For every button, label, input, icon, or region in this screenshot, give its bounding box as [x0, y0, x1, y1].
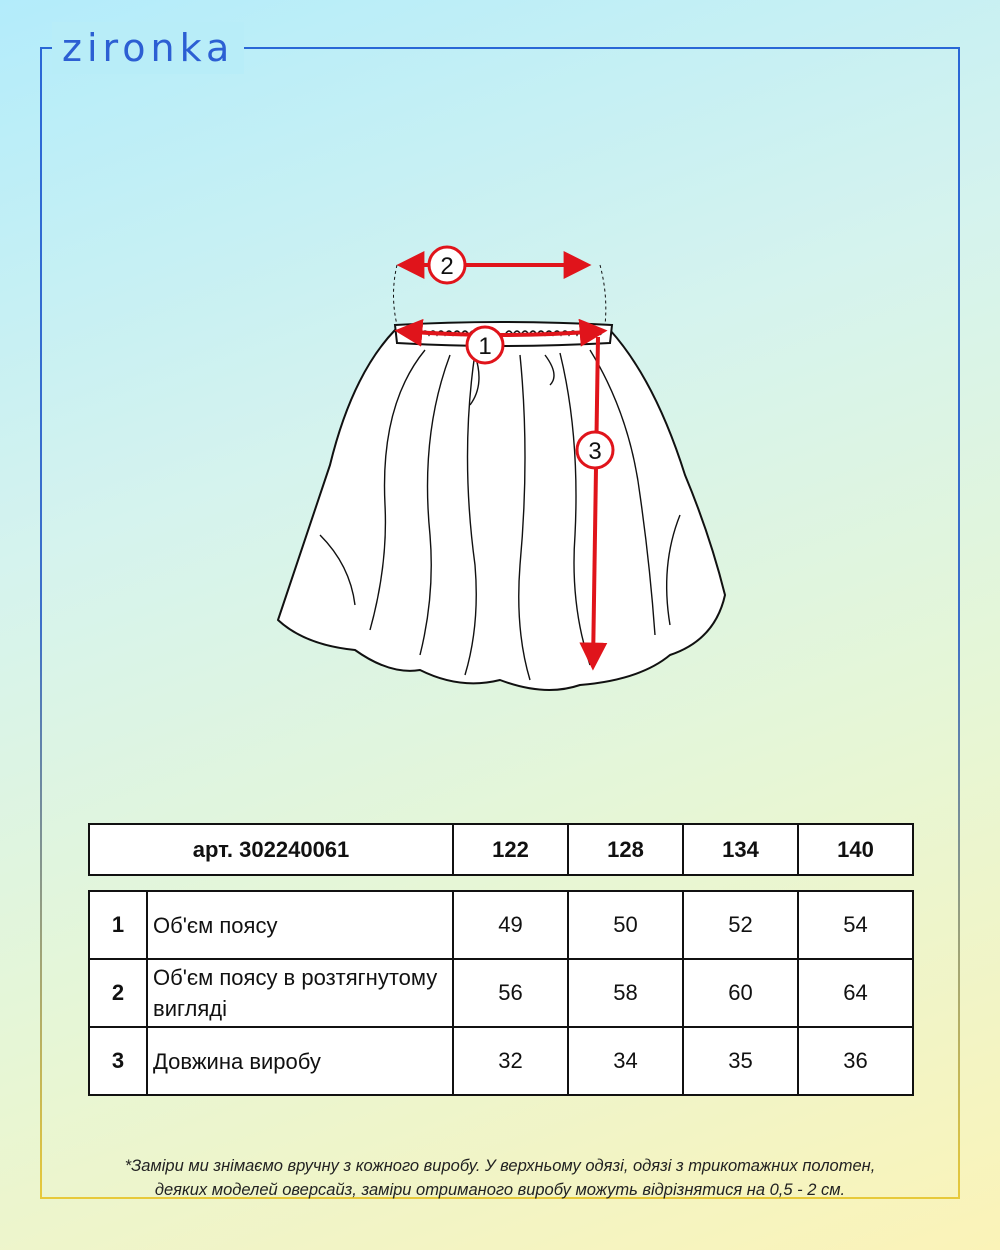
value-cell: 52: [683, 891, 798, 959]
size-122: 122: [453, 824, 568, 875]
value-cell: 36: [798, 1027, 913, 1095]
brand-logo: zironka: [52, 22, 244, 74]
size-header-table: [88, 823, 914, 876]
table-row: [89, 959, 913, 1027]
table-row: [89, 1027, 913, 1095]
marker-1-label: 1: [478, 333, 492, 360]
skirt-outline: [278, 330, 725, 690]
value-cell: 49: [453, 891, 568, 959]
marker-2-label: 2: [440, 253, 454, 280]
marker-3: [577, 432, 613, 468]
size-140: 140: [798, 824, 913, 875]
size-134: 134: [683, 824, 798, 875]
value-cell: 58: [568, 959, 683, 1027]
measure-2-guides: [394, 265, 606, 325]
row-number: 2: [89, 959, 147, 1027]
measurements-table: [88, 890, 914, 1096]
value-cell: 50: [568, 891, 683, 959]
value-cell: 35: [683, 1027, 798, 1095]
skirt-measurement-diagram: [260, 235, 740, 705]
value-cell: 60: [683, 959, 798, 1027]
value-cell: 54: [798, 891, 913, 959]
size-128: 128: [568, 824, 683, 875]
marker-3-label: 3: [588, 438, 602, 465]
size-header-row: [89, 824, 913, 875]
value-cell: 56: [453, 959, 568, 1027]
marker-1: [467, 327, 503, 363]
measurement-footnote: [50, 1154, 950, 1202]
marker-2: [429, 247, 465, 283]
article-number: арт. 302240061: [89, 824, 453, 875]
footnote-line-1: *Заміри ми знімаємо вручну з кожного виробу. У верхньому одязі, одязі з трикотажних полотен,: [124, 1157, 876, 1175]
table-row: [89, 891, 913, 959]
row-number: 1: [89, 891, 147, 959]
row-label: Об'єм поясу: [147, 891, 453, 959]
value-cell: 64: [798, 959, 913, 1027]
value-cell: 32: [453, 1027, 568, 1095]
row-number: 3: [89, 1027, 147, 1095]
value-cell: 34: [568, 1027, 683, 1095]
row-label: Об'єм поясу в розтягнутому вигляді: [147, 959, 453, 1027]
footnote-line-2: деяких моделей оверсайз, заміри отриманого виробу можуть відрізнятися на 0,5 - 2 см.: [154, 1181, 846, 1199]
row-label: Довжина виробу: [147, 1027, 453, 1095]
